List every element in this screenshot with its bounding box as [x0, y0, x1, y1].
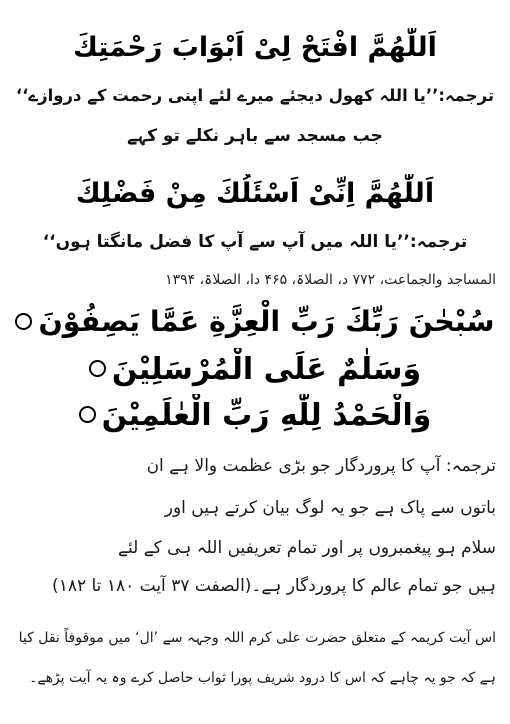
note-line-1: اس آیت کریمہ کے متعلق حضرت علی کرم اللہ وجہہ سے ’ال‘ میں موقوفاً نقل کیا — [18, 630, 496, 646]
ayah-end-circle-icon — [15, 313, 32, 330]
ayah-translation-line-2: باتوں سے پاک ہے جو یہ لوگ بیان کرتے ہیں اور — [164, 498, 496, 518]
ayah-translation-line-3: سلام ہو پیغمبروں پر اور تمام تعریفیں اللہ ہی کے لئے — [118, 538, 496, 558]
heading-leaving-mosque: جب مسجد سے باہر نکلے تو کہے — [127, 126, 383, 146]
ayah-line-2-text: وَسَلٰمٌ عَلَى الْمُرْسَلِيْنَ — [111, 352, 422, 387]
dua-leaving-arabic: اَللّٰھُمَّ اِنِّیْ اَسْئَلُكَ مِنْ فَضْلِكَ — [75, 178, 435, 209]
ayah-line-1 — [14, 300, 496, 344]
dua-entering-translation: ترجمہ:’’یا اللہ کھول دیجئے میرے لئے اپنی رحمت کے دروازے‘‘ — [15, 86, 495, 105]
dua-entering-arabic: اَللّٰھُمَّ افْتَحْ لِیْ اَبْوَابَ رَحْمَتِكَ — [73, 32, 437, 63]
hadith-reference: المساجد والجماعت، ۷۷۲ د، الصلاۃ، ۴۶۵ دا، الصلاۃ، ۱۳۹۴ — [165, 272, 496, 288]
ayah-translation-line-1: ترجمہ: آپ کا پروردگار جو بڑی عظمت والا ہے ان — [146, 456, 496, 476]
ayah-line-2 — [14, 348, 496, 392]
note-line-2: ہے کہ جو یہ چاہے کہ اس کا درود شریف پورا ثواب حاصل کرے وہ یہ آیت پڑھے۔ — [29, 670, 496, 686]
ayah-end-circle-icon — [89, 360, 106, 377]
ayah-line-3 — [14, 394, 496, 438]
ayah-line-3-text: وَالْحَمْدُ لِلّٰهِ رَبِّ الْعٰلَمِيْنَ — [101, 398, 432, 433]
ayah-translation-line-4: ہیں جو تمام عالم کا پروردگار ہے۔(الصفت ۳۷ آیت ۱۸۰ تا ۱۸۲) — [52, 576, 496, 596]
ayah-line-1-text: سُبْحٰنَ رَبِّكَ رَبِّ الْعِزَّةِ عَمَّا يَصِفُوْنَ — [38, 305, 495, 338]
ayah-end-circle-icon — [79, 406, 96, 423]
dua-leaving-translation: ترجمہ:’’یا اللہ میں آپ سے آپ کا فضل مانگتا ہوں‘‘ — [42, 232, 468, 252]
